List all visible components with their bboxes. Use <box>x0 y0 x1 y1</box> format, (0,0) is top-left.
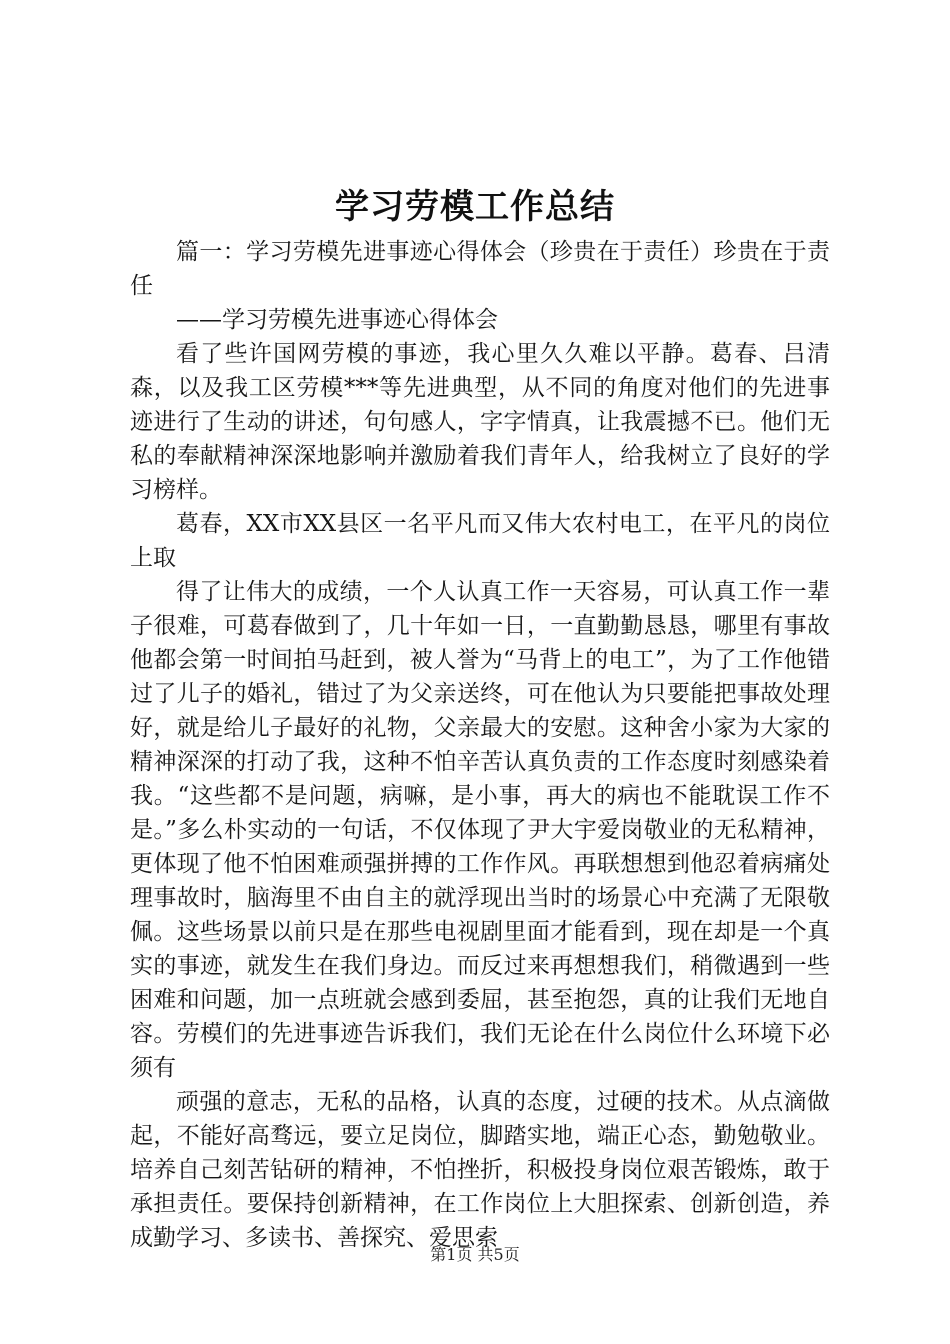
paragraph-intro: 看了些许国网劳模的事迹，我心里久久难以平静。葛春、吕清森，以及我工区劳模***等先进典型，从不同的角度对他们的先进事迹进行了生动的讲述，句句感人，字字情真，让我震撼不已。他们无私的奉献精神深深地影响并激励着我们青年人，给我树立了良好的学习榜样。 <box>130 341 830 503</box>
paragraph-gechun: 葛春，XX市XX县区一名平凡而又伟大农村电工，在平凡的岗位上取 <box>130 511 830 571</box>
document-title: 学习劳模工作总结 <box>335 187 615 227</box>
document-body <box>130 235 830 1255</box>
paragraph-heading: 篇一：学习劳模先进事迹心得体会（珍贵在于责任）珍贵在于责任 <box>130 239 830 299</box>
paragraph-lessons: 顽强的意志，无私的品格，认真的态度，过硬的技术。从点滴做起，不能好高骛远，要立足岗位，脚踏实地，端正心态，勤勉敬业。培养自己刻苦钻研的精神，不怕挫折，积极投身岗位艰苦锻炼，敢于承担责任。要保持创新精神，在工作岗位上大胆探索、创新创造，养成勤学习、多读书、善探究、爱思索 <box>130 1089 830 1251</box>
page-number-footer: 第1页 共5页 <box>430 1245 520 1264</box>
paragraph-achievement: 得了让伟大的成绩，一个人认真工作一天容易，可认真工作一辈子很难，可葛春做到了，几十年如一日，一直勤勤恳恳，哪里有事故他都会第一时间拍马赶到，被人誉为“马背上的电工”，为了工作他错过了儿子的婚礼，错过了为父亲送终，可在他认为只要能把事故处理好，就是给儿子最好的礼物，父亲最大的安慰。这种舍小家为大家的精神深深的打动了我，这种不怕辛苦认真负责的工作态度时刻感染着我。“这些都不是问题，病嘛，是小事，再大的病也不能耽误工作不是。”多么朴实动的一句话，不仅体现了尹大宇爱岗敬业的无私精神，更体现了他不怕困难顽强拼搏的工作作风。再联想想到他忍着病痛处理事故时，脑海里不由自主的就浮现出当时的场景心中充满了无限敬佩。这些场景以前只是在那些电视剧里面才能看到，现在却是一个真实的事迹，就发生在我们身边。而反过来再想想我们，稍微遇到一些困难和问题，加一点班就会感到委屈，甚至抱怨，真的让我们无地自容。劳模们的先进事迹告诉我们，我们无论在什么岗位什么环境下必须有 <box>130 579 830 1081</box>
paragraph-subtitle: ——学习劳模先进事迹心得体会 <box>176 307 498 333</box>
